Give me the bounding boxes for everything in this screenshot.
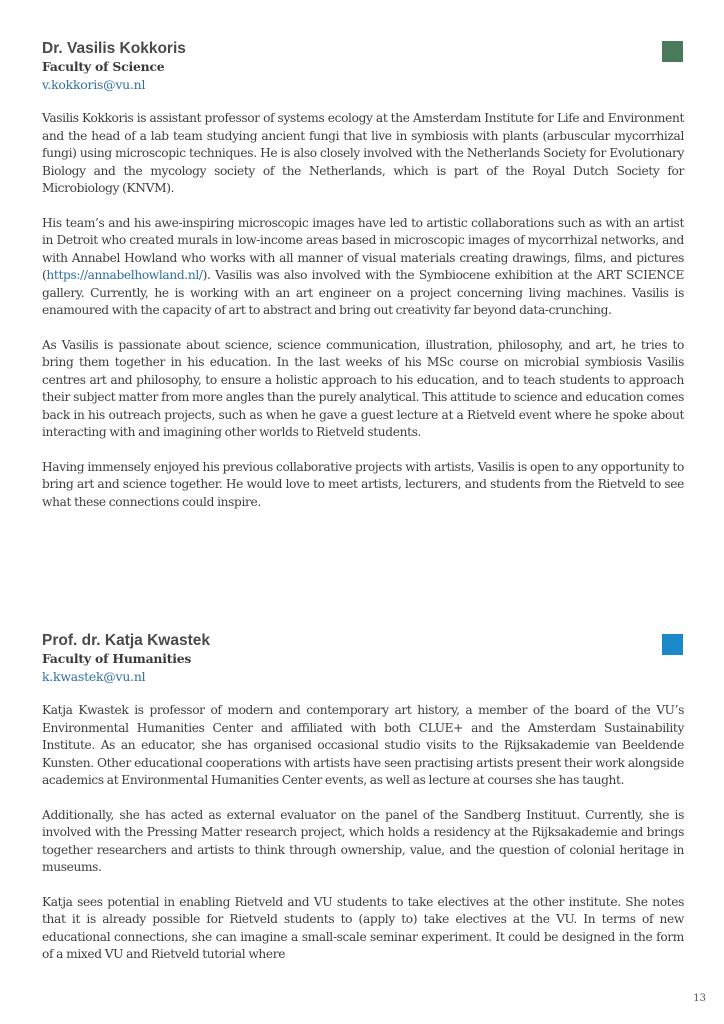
bio-paragraph: Having immensely enjoyed his previous collaborative projects with artists, Vasilis is open to any opportunity to bring art and science together. He would love to meet artists, lecturers, and students from the Rietveld to see what these connections could inspire. [42, 459, 684, 509]
annabel-howland-link[interactable]: https://annabelhowland.nl/ [46, 268, 203, 282]
bio-paragraph: Vasilis Kokkoris is assistant professor of systems ecology at the Amsterdam Institute for Life and Environment and the head of a lab team studying ancient fungi that live in symbiosis with plants (arbuscular mycorrhizal fungi) using microscopic techniques. He is also closely involved with the Netherlands Society for Evolutionary Biology and the mycology society of the Netherlands, which is part of the Royal Dutch Society for Microbiology (KNVM). [42, 111, 684, 195]
profile-faculty: Faculty of Science [42, 59, 165, 74]
paragraph-text: His team’s and his awe-inspiring microscopic images have led to artistic collaborations such as with an artist in Detroit who created murals in low-income areas based in microscopic images of mycorrhizal networks, and with Annabel Howland who works with all manner of visual materials creating drawings, films, and pictures ( [42, 215, 684, 282]
profile-email-link[interactable]: k.kwastek@vu.nl [42, 669, 146, 684]
profile-faculty: Faculty of Humanities [42, 651, 192, 666]
bio-paragraph: Additionally, she has acted as external evaluator on the panel of the Sandberg Instituut. Currently, she is involved with the Pressing Matter research project, which holds a residency at the Rijksakademie and brings together researchers and artists to think through ownership, value, and the question of colonial heritage in museums. [42, 807, 684, 874]
profile-email-link[interactable]: v.kokkoris@vu.nl [42, 77, 146, 92]
profile-name: Dr. Vasilis Kokkoris [42, 40, 186, 57]
bio-paragraph: As Vasilis is passionate about science, science communication, illustration, philosophy, and art, he tries to bring them together in his education. In the last weeks of his MSc course on microbial symbiosis Vasilis centres art and philosophy, to ensure a holistic approach to his education, and to teach students to approach their subject matter from more angles than the purely analytical. This attitude to science and education comes back in his outreach projects, such as when he gave a guest lecture at a Rietveld event where he spoke about interacting with and imagining other worlds to Rietveld students. [42, 337, 684, 439]
bio-paragraph: Katja Kwastek is professor of modern and contemporary art history, a member of the board of the VU’s Environmental Humanities Center and affiliated with both CLUE+ and the Amsterdam Sustainability Institute. As an educator, she has organised occasional studio visits to the Rijksakademie van Beeldende Kunsten. Other educational cooperations with artists have seen practising artists present their work alongside academics at Environmental Humanities Center events, as well as lecture at courses she has taught. [42, 703, 684, 787]
bio-paragraph [42, 215, 684, 320]
profile-vasilis-kokkoris [42, 40, 684, 511]
page-number: 13 [693, 993, 706, 1004]
profile-name: Prof. dr. Katja Kwastek [42, 632, 210, 649]
bio-paragraph: Katja sees potential in enabling Rietveld and VU students to take electives at the other institute. She notes that it is already possible for Rietveld students to (apply to) take electives at the VU. In terms of new educational connections, she can imagine a small-scale seminar experiment. It could be designed in the form of a mixed VU and Rietveld tutorial where [42, 894, 684, 961]
paragraph-text: ). Vasilis was also involved with the Symbiocene exhibition at the ART SCIENCE gallery. Currently, he is working with an art engineer on a project concerning living machines. Vasilis is enamoured with the capacity of art to abstract and bring out creativity far beyond data-crunching. [42, 268, 684, 317]
profile-katja-kwastek [42, 632, 684, 964]
